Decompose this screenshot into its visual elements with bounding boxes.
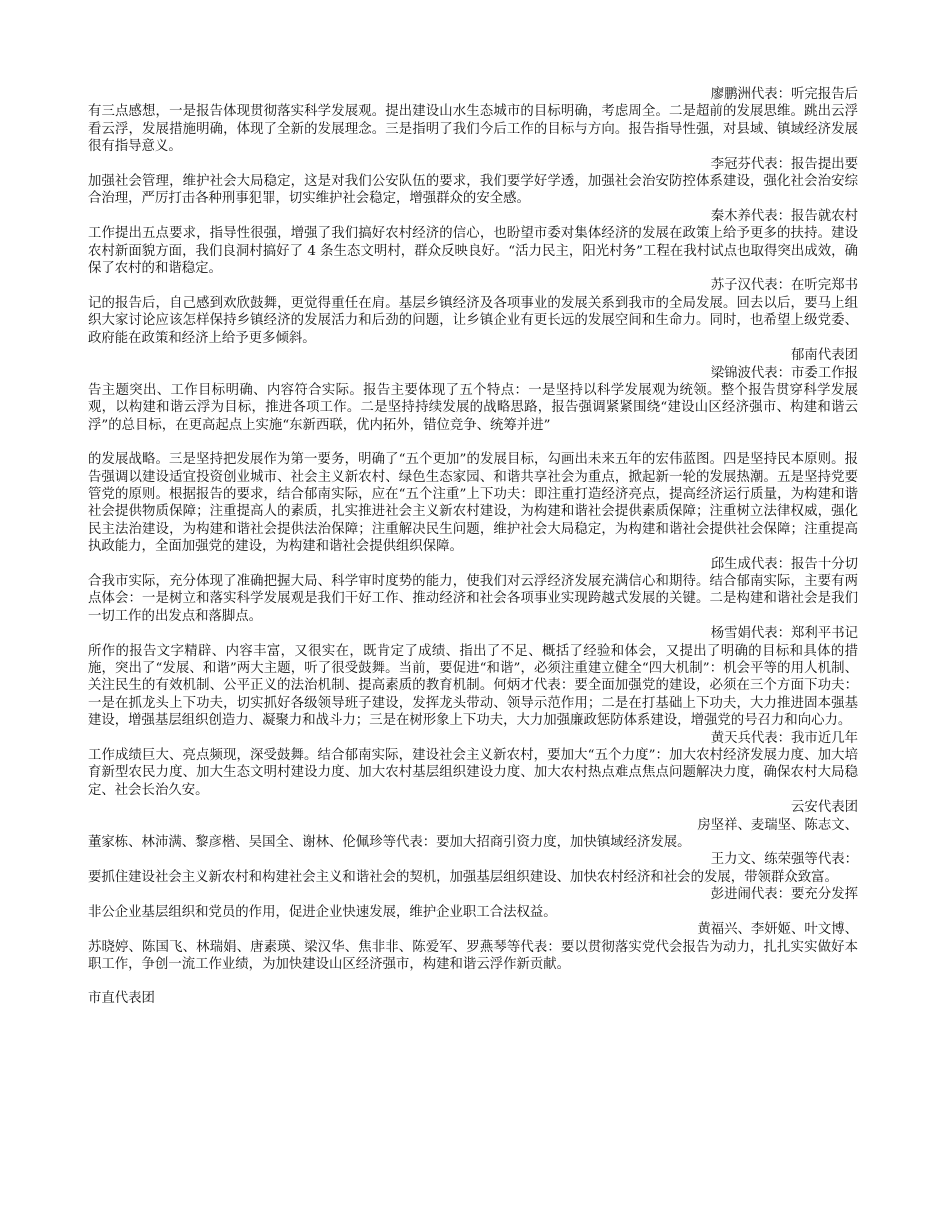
- paragraph-wang: [88, 851, 858, 886]
- paragraph-lead: 邱生成代表：报告十分切: [710, 556, 858, 572]
- paragraph-text: 加强社会管理，维护社会大局稳定，这是对我们公安队伍的要求，我们要学好学透，加强社会治安防控体系建设，强化社会治安综合治理，严厉打击各种刑事犯罪，切实维护社会稳定，增强群众的安全感。: [88, 174, 858, 207]
- paragraph-qin: [88, 208, 858, 278]
- paragraph-text: 非公企业基层组织和党员的作用，促进企业快速发展，维护企业职工合法权益。: [88, 904, 557, 920]
- delegation-heading-yunan: 郁南代表团: [791, 348, 858, 364]
- paragraph-yang: [88, 625, 858, 729]
- paragraph-su: [88, 277, 858, 347]
- paragraph-fang: [88, 817, 858, 852]
- paragraph-text: 所作的报告文字精辟、内容丰富，又很实在，既肯定了成绩、指出了不足、概括了经验和体会，又提出了明确的目标和具体的措施，突出了“发展、和谐”两大主题，听了很受鼓舞。当前，要促进“和谐”，必须注重建立健全“四大机制”：机会平等的用人机制、关注民生的有效机制、公平正义的法治机制、提高素质的教育机制。何炳才代表：要全面加强党的建设，必须在三个方面下功夫：一是在抓龙头上下功夫，切实抓好各级领导班子建设，发挥龙头带动、领导示范作用；二是在打基础上下功夫，大力推进固本强基建设，增强基层组织创造力、凝聚力和战斗力；三是在树形象上下功夫，大力加强廉政惩防体系建设，增强党的号召力和向心力。: [88, 643, 858, 729]
- blank-line: [88, 434, 858, 451]
- paragraph-lead: 梁锦波代表：市委工作报: [710, 365, 858, 381]
- paragraph-text: 要抓住建设社会主义新农村和构建社会主义和谐社会的契机，加强基层组织建设、加快农村经济和社会的发展，带领群众致富。: [88, 869, 838, 885]
- paragraph-text: 苏晓婷、陈国飞、林瑞娟、唐素瑛、梁汉华、焦非非、陈爱军、罗燕琴等代表：要以贯彻落实党代会报告为动力，扎扎实实做好本职工作，争创一流工作业绩，为加快建设山区经济强市，构建和谐云浮作新贡献。: [88, 939, 858, 972]
- paragraph-lead: 彭进闹代表：要充分发挥: [710, 887, 858, 903]
- paragraph-text: 董家栋、林沛满、黎彦楷、吴国全、谢林、伦佩珍等代表：要加大招商引资力度，加快镇域经济发展。: [88, 835, 691, 851]
- paragraph-lead: 廖鹏洲代表：听完报告后: [710, 87, 858, 102]
- paragraph-lead: 王力文、练荣强等代表：: [710, 852, 858, 868]
- paragraph-liang: [88, 365, 858, 435]
- paragraph-lead: 秦木养代表：报告就农村: [710, 208, 858, 224]
- document-body: [88, 86, 858, 1008]
- paragraph-lead: 黄福兴、李妍姬、叶文博、: [697, 922, 858, 938]
- paragraph-lead: 李冠芬代表：报告提出要: [710, 156, 858, 172]
- paragraph-text: 合我市实际，充分体现了准确把握大局、科学审时度势的能力，使我们对云浮经济发展充满信心和期待。结合郁南实际，主要有两点体会：一是树立和落实科学发展观是我们干好工作、推动经济和社会各项事业实现跨越式发展的关键。二是构建和谐社会是我们一切工作的出发点和落脚点。: [88, 573, 858, 624]
- paragraph-text: 工作提出五点要求，指导性很强，增强了我们搞好农村经济的信心，也盼望市委对集体经济的发展在政策上给予更多的扶持。建设农村新面貌方面，我们良洞村搞好了 4 条生态文明村，群众反映良好。“活力民主，阳光村务”工程在我村试点也取得突出成效，确保了农村的和谐稳定。: [88, 226, 858, 277]
- paragraph-huang-fuxing: [88, 921, 858, 973]
- paragraph-li: [88, 156, 858, 208]
- delegation-heading-city: 市直代表团: [88, 991, 155, 1007]
- paragraph-lead: 杨雪娟代表：郑利平书记: [710, 626, 858, 642]
- delegation-heading-yunan-2: 云安代表团: [791, 800, 858, 816]
- paragraph-qiu: [88, 556, 858, 626]
- paragraph-liang-continued: 的发展战略。三是坚持把发展作为第一要务，明确了“五个更加”的发展目标，勾画出未来五年的宏伟蓝图。四是坚持民本原则。报告强调以建设适宜投资创业城市、社会主义新农村、绿色生态家园、和谐共享社会为重点，掀起新一轮的发展热潮。五是坚持党要管党的原则。根据报告的要求，结合郁南实际，应在“五个注重”上下功夫：即注重打造经济亮点，提高经济运行质量，为构建和谐社会提供物质保障；注重提高人的素质，扎实推进社会主义新农村建设，为构建和谐社会提供素质保障；注重树立法律权威，强化民主法治建设，为构建和谐社会提供法治保障；注重解决民生问题，维护社会大局稳定，为构建和谐社会提供社会保障；注重提高执政能力，全面加强党的建设，为构建和谐社会提供组织保障。: [88, 452, 858, 555]
- paragraph-peng: [88, 886, 858, 921]
- paragraph-lead: 苏子汉代表：在听完郑书: [710, 278, 858, 294]
- paragraph-lead: 房坚祥、麦瑞坚、陈志文、: [697, 817, 858, 833]
- paragraph-liao: [88, 86, 858, 156]
- paragraph-lead: 黄天兵代表：我市近几年: [710, 730, 858, 746]
- paragraph-huang-tianbing: [88, 730, 858, 800]
- paragraph-text: 工作成绩巨大、亮点频现，深受鼓舞。结合郁南实际，建设社会主义新农村，要加大“五个力度”：加大农村经济发展力度、加大培育新型农民力度、加大生态文明村建设力度、加大农村基层组织建设力度、加大农村热点难点焦点问题解决力度，确保农村大局稳定、社会长治久安。: [88, 748, 858, 798]
- paragraph-text: 告主题突出、工作目标明确、内容符合实际。报告主要体现了五个特点：一是坚持以科学发展观为统领。整个报告贯穿科学发展观，以构建和谐云浮为目标，推进各项工作。二是坚持持续发展的战略思路，报告强调紧紧围绕“建设山区经济强市、构建和谐云浮”的总目标，在更高起点上实施“东新西联，优内拓外，错位竞争、统筹并进”: [88, 382, 858, 433]
- paragraph-text: 有三点感想，一是报告体现贯彻落实科学发展观。提出建设山水生态城市的目标明确，考虑周全。二是超前的发展思维。跳出云浮看云浮，发展措施明确，体现了全新的发展理念。三是指明了我们今后工作的目标与方向。报告指导性强，对县域、镇域经济发展很有指导意义。: [88, 104, 858, 155]
- paragraph-text: 记的报告后，自己感到欢欣鼓舞，更觉得重任在肩。基层乡镇经济及各项事业的发展关系到我市的全局发展。回去以后，要马上组织大家讨论应该怎样保持乡镇经济的发展活力和后劲的问题，让乡镇企业有更长远的发展空间和生命力。同时，也希望上级党委、政府能在政策和经济上给予更多倾斜。: [88, 295, 858, 346]
